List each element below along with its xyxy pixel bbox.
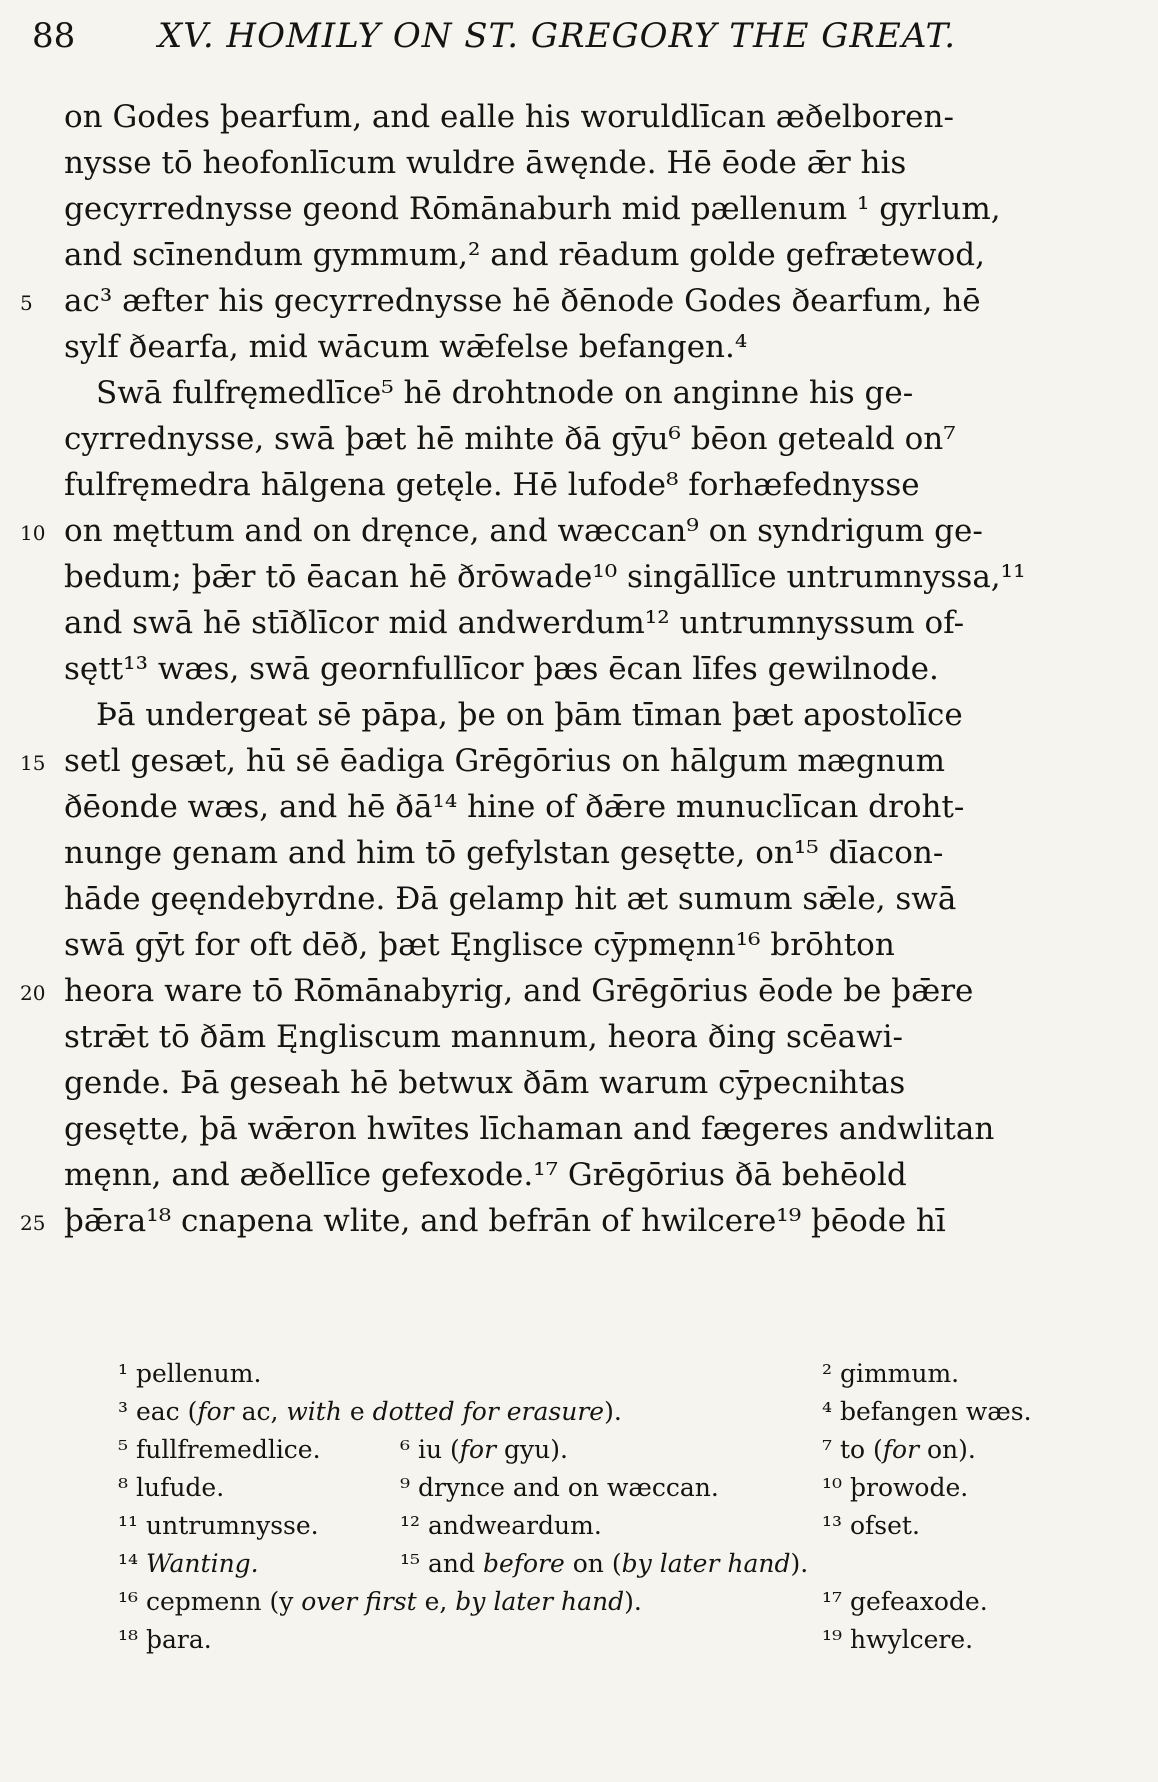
line-number: 10	[20, 521, 46, 545]
text-line: bedum; þǣr tō ēacan hē ðrōwade¹⁰ singāllīce untrumnyssa,¹¹	[64, 559, 1026, 595]
footnote-3: ³ eac (for ac, with e dotted for erasure).	[118, 1397, 622, 1426]
text-line: sętt¹³ wæs, swā geornfullīcor þæs ēcan līfes gewilnode.	[64, 651, 939, 687]
running-title: XV. HOMILY ON ST. GREGORY THE GREAT.	[158, 16, 957, 56]
footnote-5: ⁵ fullfremedlice.	[118, 1435, 321, 1464]
text-line: gecyrrednysse geond Rōmānaburh mid pællenum ¹ gyrlum,	[64, 191, 1001, 227]
footnote-18: ¹⁸ þara.	[118, 1625, 212, 1654]
text-line: on Godes þearfum, and ealle his woruldlīcan æðelboren-	[64, 99, 954, 135]
footnote-19: ¹⁹ hwylcere.	[822, 1625, 974, 1654]
footnote-2: ² gimmum.	[822, 1359, 960, 1388]
text-line: ðēonde wæs, and hē ðā¹⁴ hine of ðǣre munuclīcan droht-	[64, 789, 965, 825]
footnote-13: ¹³ ofset.	[822, 1511, 920, 1540]
footnote-14: ¹⁴ Wanting.	[118, 1549, 259, 1578]
text-line: heora ware tō Rōmānabyrig, and Grēgōrius ēode be þǣre	[64, 973, 974, 1009]
footnote-9: ⁹ drynce and on wæccan.	[400, 1473, 719, 1502]
text-line: cyrrednysse, swā þæt hē mihte ðā gȳu⁶ bēon geteald on⁷	[64, 421, 956, 457]
text-line: þǣra¹⁸ cnapena wlite, and befrān of hwilcere¹⁹ þēode hī	[64, 1203, 946, 1239]
text-line: fulfręmedra hālgena getęle. Hē lufode⁸ forhæfednysse	[64, 467, 920, 503]
footnote-11: ¹¹ untrumnysse.	[118, 1511, 319, 1540]
page-number: 88	[32, 16, 76, 56]
footnote-16: ¹⁶ cepmenn (y over first e, by later hand).	[118, 1587, 642, 1616]
footnote-1: ¹ pellenum.	[118, 1359, 262, 1388]
text-line: setl gesæt, hū sē ēadiga Grēgōrius on hālgum mægnum	[64, 743, 946, 779]
footnote-17: ¹⁷ gefeaxode.	[822, 1587, 988, 1616]
footnote-8: ⁸ lufude.	[118, 1473, 225, 1502]
line-number: 15	[20, 751, 46, 775]
footnote-15: ¹⁵ and before on (by later hand).	[400, 1549, 809, 1578]
text-line: hāde geęndebyrdne. Ðā gelamp hit æt sumum sǣle, swā	[64, 881, 957, 917]
text-line: nunge genam and him tō gefylstan gesętte, on¹⁵ dīacon-	[64, 835, 944, 871]
line-number: 5	[20, 291, 33, 315]
text-line: nysse tō heofonlīcum wuldre āwęnde. Hē ēode ǣr his	[64, 145, 907, 181]
footnote-4: ⁴ befangen wæs.	[822, 1397, 1032, 1426]
text-line: Þā undergeat sē pāpa, þe on þām tīman þæt apostolīce	[96, 697, 963, 733]
text-line: on męttum and on dręnce, and wæccan⁹ on syndrigum ge-	[64, 513, 983, 549]
text-line: ac³ æfter his gecyrrednysse hē ðēnode Godes ðearfum, hē	[64, 283, 981, 319]
footnote-10: ¹⁰ þrowode.	[822, 1473, 969, 1502]
footnote-7: ⁷ to (for on).	[822, 1435, 976, 1464]
text-line: sylf ðearfa, mid wācum wǣfelse befangen.⁴	[64, 329, 748, 365]
line-number: 25	[20, 1211, 46, 1235]
text-line: Swā fulfręmedlīce⁵ hē drohtnode on anginne his ge-	[96, 375, 914, 411]
line-number: 20	[20, 981, 46, 1005]
text-line: and swā hē stīðlīcor mid andwerdum¹² untrumnyssum of-	[64, 605, 965, 641]
text-line: gesętte, þā wǣron hwītes līchaman and fægeres andwlitan	[64, 1111, 995, 1147]
footnote-12: ¹² andweardum.	[400, 1511, 602, 1540]
text-line: strǣt tō ðām Ęngliscum mannum, heora ðing scēawi-	[64, 1019, 904, 1055]
footnote-6: ⁶ iu (for gyu).	[400, 1435, 568, 1464]
text-line: gende. Þā geseah hē betwux ðām warum cȳpecnihtas	[64, 1065, 906, 1101]
text-line: męnn, and æðellīce gefexode.¹⁷ Grēgōrius ðā behēold	[64, 1157, 907, 1193]
text-line: and scīnendum gymmum,² and rēadum golde gefrætewod,	[64, 237, 985, 273]
text-line: swā gȳt for oft dēð, þæt Ęnglisce cȳpmęnn¹⁶ brōhton	[64, 927, 895, 963]
